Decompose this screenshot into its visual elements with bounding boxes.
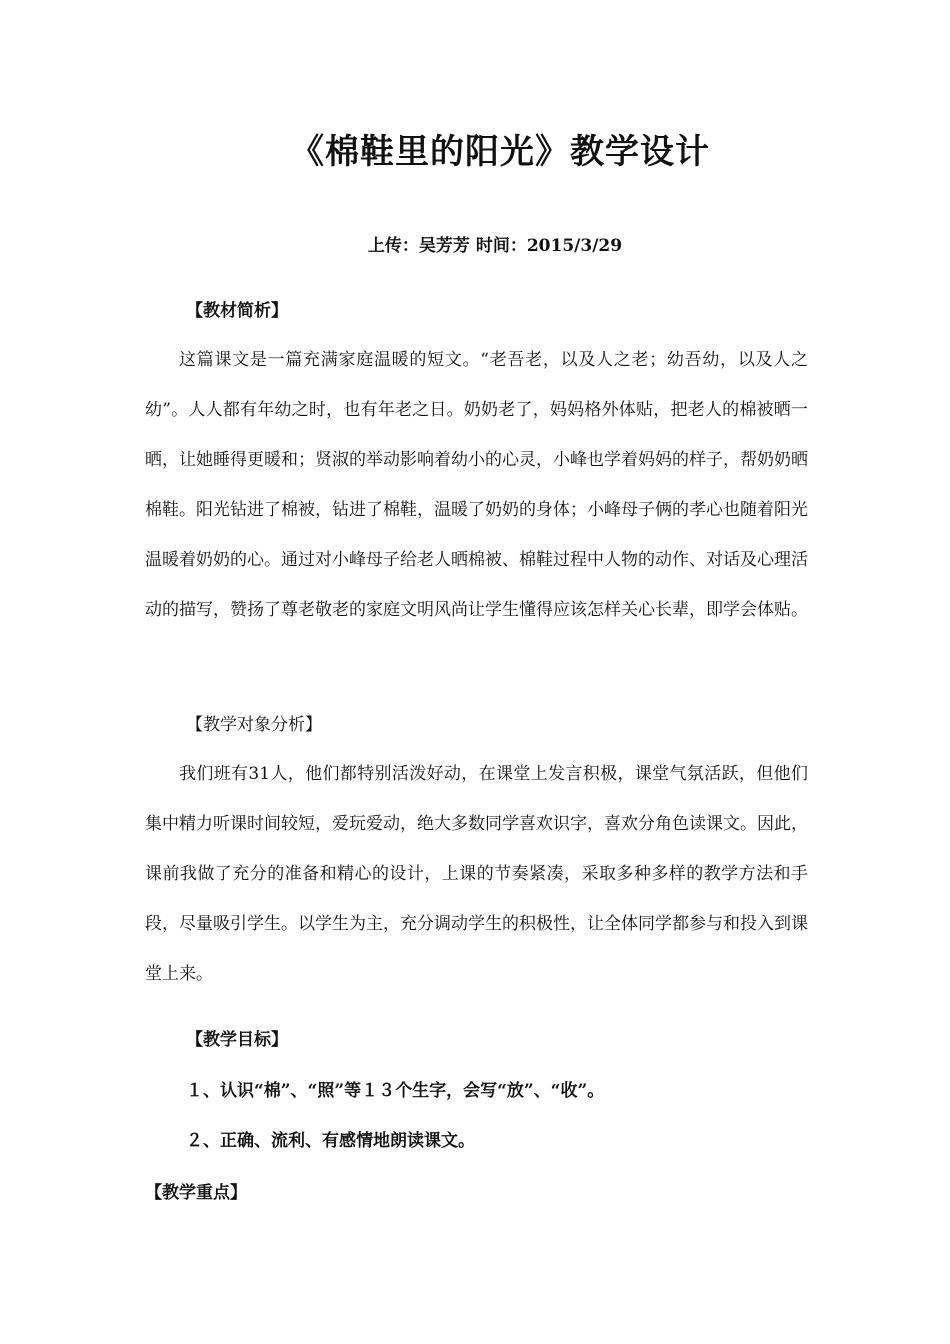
document-title: 《棉鞋里的阳光》教学设计: [290, 132, 710, 172]
section-heading-goals: 【教学目标】: [186, 1030, 288, 1050]
goal-item-1: １、认识“棉”、“照”等１３个生字，会写“放”、“收”。: [186, 1081, 605, 1101]
section-heading-keypoints: 【教学重点】: [145, 1183, 247, 1203]
section-heading-students: 【教学对象分析】: [186, 715, 322, 735]
paragraph-students: 我们班有31人，他们都特别活泼好动，在课堂上发言积极，课堂气氛活跃，但他们集中精力听课时间较短，爱玩爱动，绝大多数同学喜欢识字，喜欢分角色读课文。因此，课前我做了充分的准备和精心的设计，上课的节奏紧凑，采取多种多样的教学方法和手段，尽量吸引学生。以学生为主，充分调动学生的积极性，让全体同学都参与和投入到课堂上来。: [145, 764, 808, 984]
section-heading-material: 【教材简析】: [186, 301, 288, 321]
paragraph-material: 这篇课文是一篇充满家庭温暖的短文。“老吾老，以及人之老；幼吾幼，以及人之幼”。人人都有年幼之时，也有年老之日。奶奶老了，妈妈格外体贴，把老人的棉被晒一晒，让她睡得更暖和；贤淑的举动影响着幼小的心灵，小峰也学着妈妈的样子，帮奶奶晒棉鞋。阳光钻进了棉被，钻进了棉鞋，温暖了奶奶的身体；小峰母子俩的孝心也随着阳光温暖着奶奶的心。通过对小峰母子给老人晒棉被、棉鞋过程中人物的动作、对话及心理活动的描写，赞扬了尊老敬老的家庭文明风尚让学生懂得应该怎样关心长辈，即学会体贴。: [145, 350, 808, 620]
upload-meta: 上传：吴芳芳 时间：2015/3/29: [367, 236, 623, 256]
goal-item-2: ２、正确、流利、有感情地朗读课文。: [186, 1131, 475, 1151]
